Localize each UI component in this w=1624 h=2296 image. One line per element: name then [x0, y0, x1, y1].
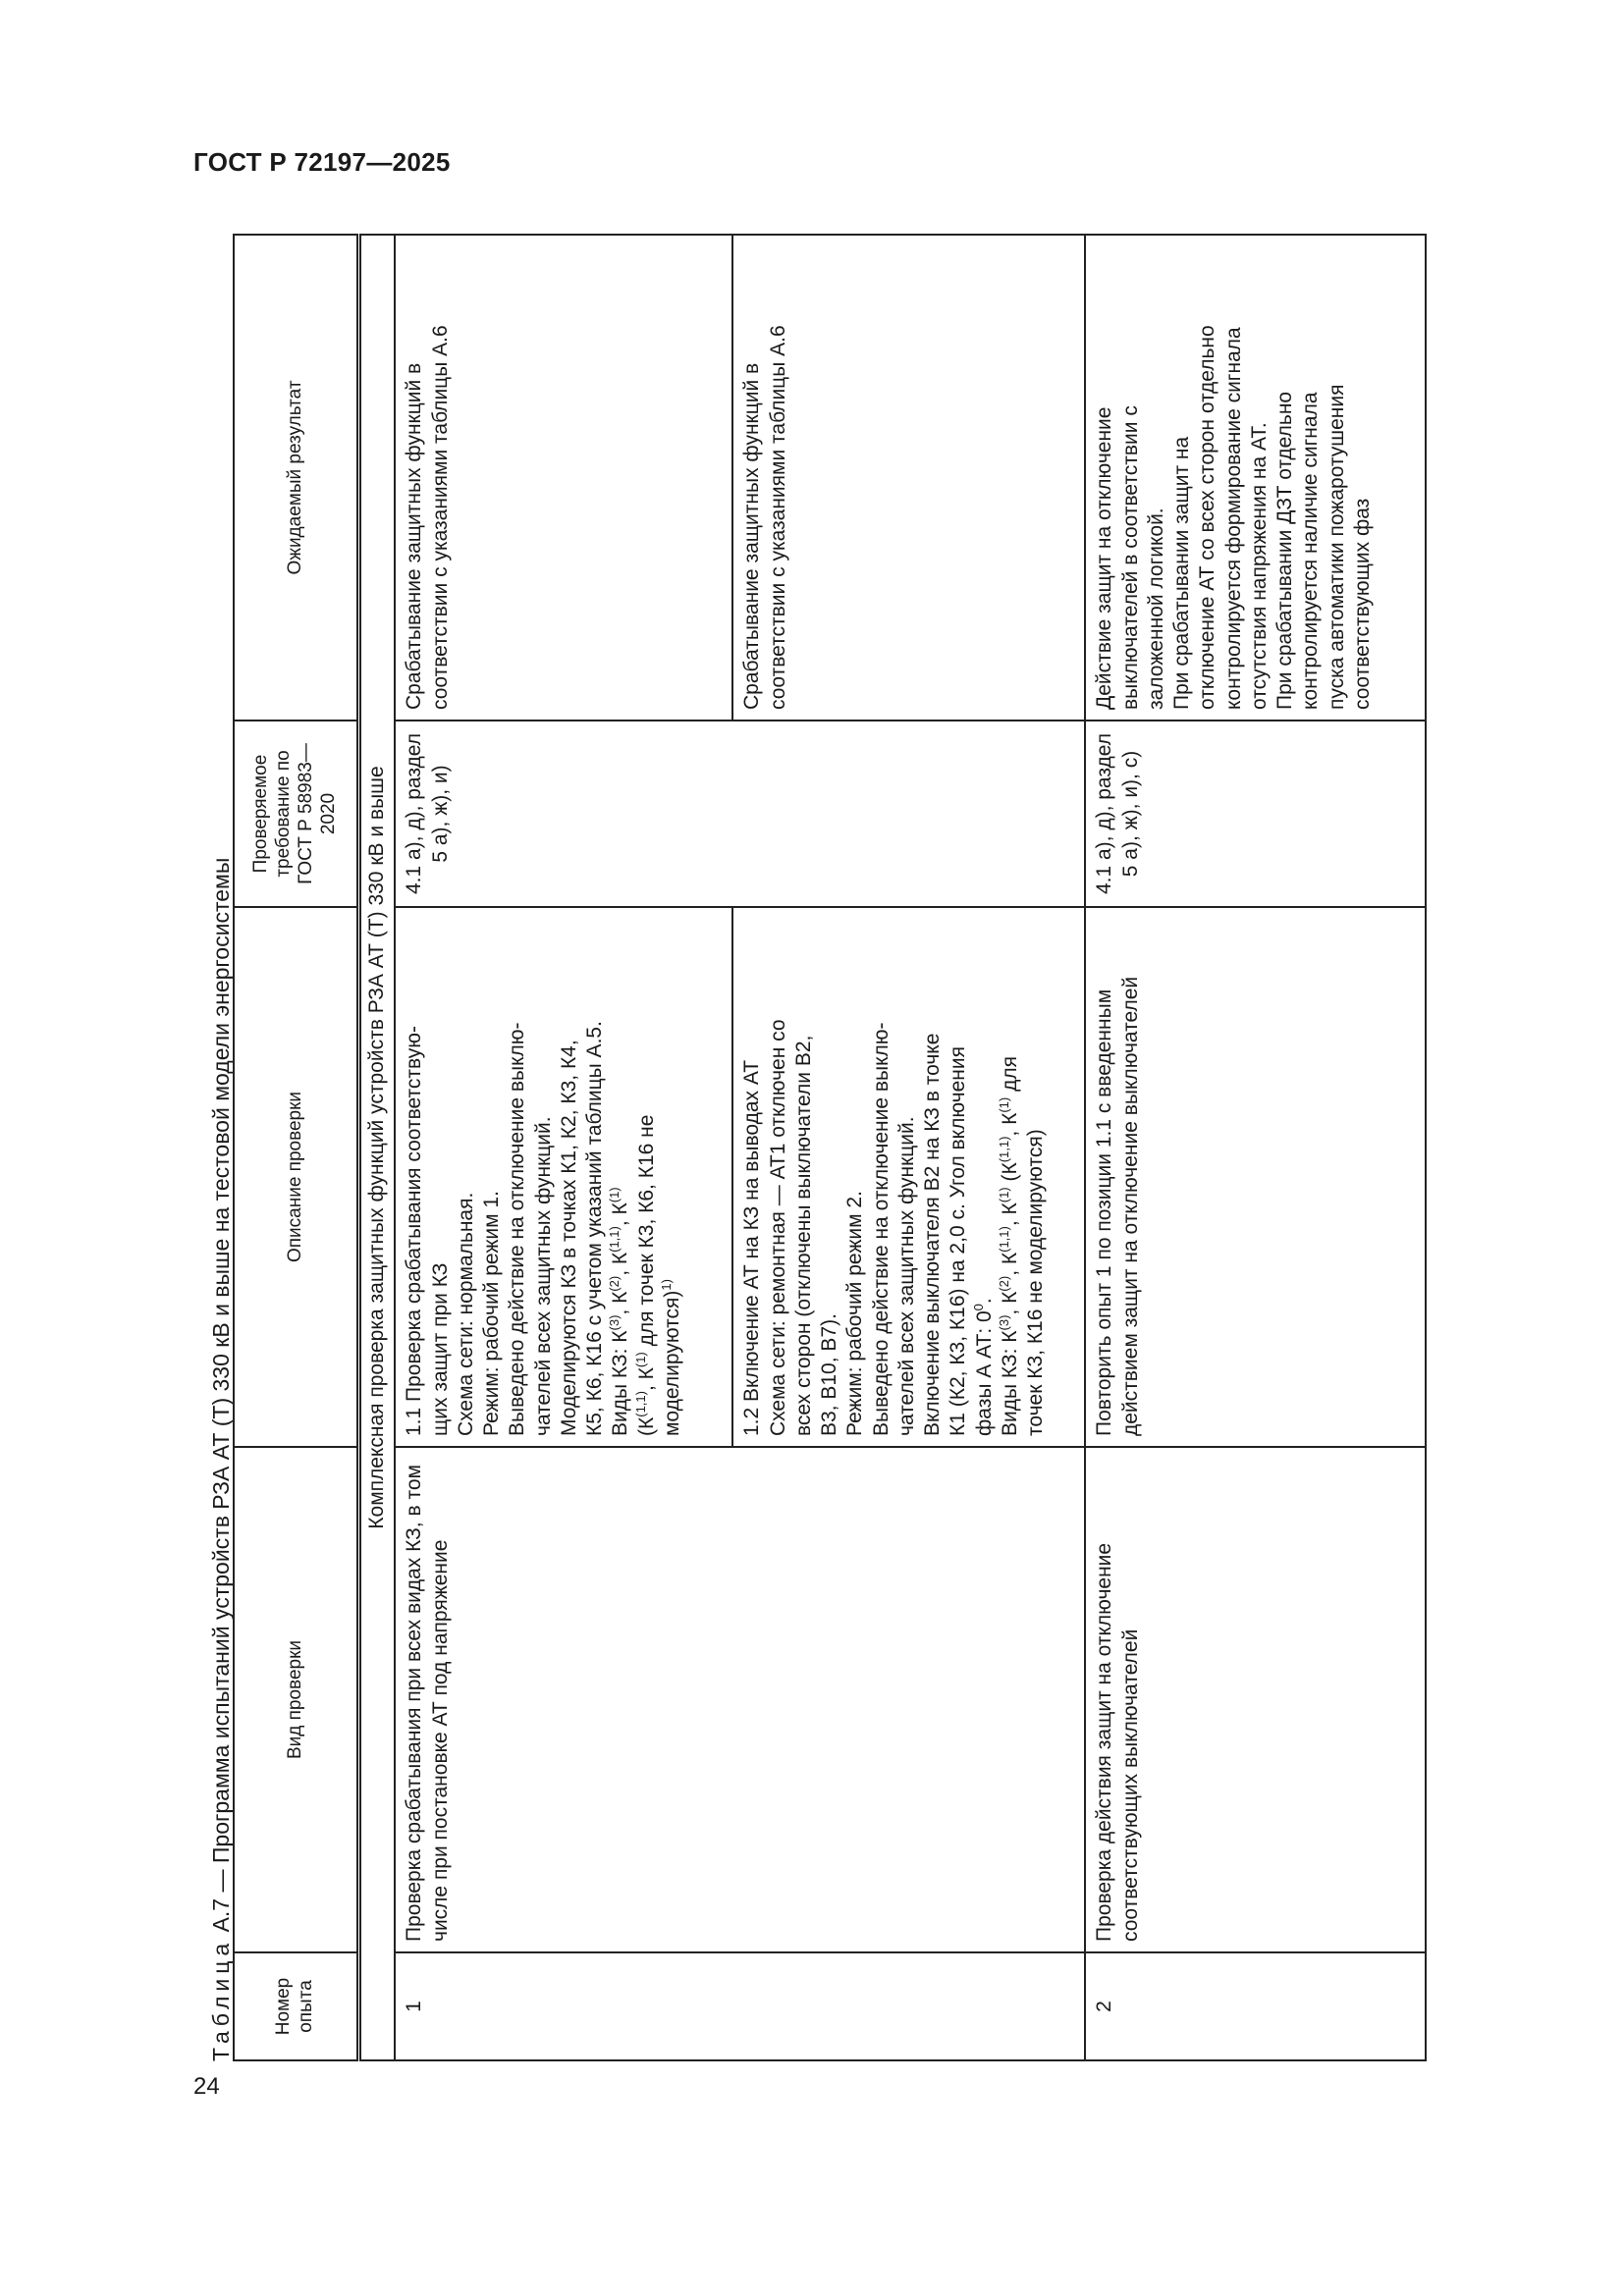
test-program-table: [233, 234, 1427, 2061]
test-type: Проверка срабатывания при всех видах КЗ, в том числе при постановке АТ под напряжение: [395, 1447, 1085, 1952]
result-line: отключение АТ со всех сторон отдельно: [1196, 325, 1219, 710]
desc-line: Выведено действие на отключение выклю-: [869, 1022, 893, 1436]
test-description-1-2: [732, 907, 1085, 1447]
desc-line: Виды КЗ: $К^{(3)}$, $К^{(2)}$, К$^{(1,1)}$, $К^{(1)}$ ($К^{(1,1)}$, $К^{(1)}$ для: [996, 1056, 1021, 1436]
test-requirement: 4.1 а), д), раздел 5 а), ж), и), с): [1085, 721, 1426, 907]
table-header-row: [234, 235, 359, 2060]
desc-line: щих защит при КЗ: [428, 1262, 452, 1436]
result-line: При срабатывании ДЗТ отдельно: [1273, 391, 1296, 710]
expected-result-1-2: Срабатывание защитных функций в соответствии с указаниями таблицы А.6: [732, 235, 1085, 721]
desc-line: ($К^{(1,1)}$, $К^{(1)}$ для точек К3, К6, К16 не: [632, 1114, 658, 1436]
desc-line: чателей всех защитных функций.: [894, 1116, 918, 1436]
desc-line: Режим: рабочий режим 1.: [480, 1191, 503, 1436]
section-row: [359, 235, 396, 2060]
test-number: 1: [395, 1952, 1085, 2060]
desc-line: Схема сети: ремонтная — АТ1 отключен со: [766, 1019, 789, 1436]
result-line: заложенной логикой.: [1144, 507, 1167, 710]
result-line: Действие защит на отключение: [1093, 406, 1116, 710]
desc-line: фазы А АТ: $0^0$.: [970, 1298, 996, 1436]
test-description: Повторить опыт 1 по позиции 1.1 с введенным действием защит на отключение выключателей: [1085, 907, 1426, 1447]
header-requirement: Проверяемое требование по ГОСТ Р 58983—2020: [234, 721, 359, 907]
desc-line: Схема сети: нормальная.: [454, 1192, 477, 1436]
result-line: соответствующих фаз: [1350, 498, 1374, 710]
desc-line: Моделируются КЗ в точках К1, К2, К3, К4,: [557, 1040, 580, 1436]
header-result: Ожидаемый результат: [234, 235, 359, 721]
result-line: пуска автоматики пожаротушения: [1325, 384, 1348, 710]
desc-line: Режим: рабочий режим 2.: [843, 1191, 867, 1436]
desc-line: чателей всех защитных функций.: [531, 1116, 555, 1436]
desc-line: 1.1 Проверка срабатывания соответствую-: [403, 1026, 426, 1436]
desc-line: всех сторон (отключены выключатели В2,: [791, 1035, 815, 1436]
rotated-table-block: [208, 236, 1445, 2061]
header-num: Номер опыта: [234, 1952, 359, 2060]
section-title: Комплексная проверка защитных функций устройств РЗА АТ (Т) 330 кВ и выше: [359, 235, 396, 2060]
desc-line: К1 (К2, К3, К16) на 2,0 с. Угол включения: [947, 1046, 970, 1436]
desc-line: моделируются)$^{1)}$: [658, 1279, 683, 1436]
result-line: контролируется формирование сигнала: [1221, 327, 1245, 710]
desc-line: В3, В10, В7).: [818, 1313, 840, 1436]
result-line: контролируется наличие сигнала: [1299, 392, 1323, 710]
header-description: Описание проверки: [234, 907, 359, 1447]
expected-result: [1085, 235, 1426, 721]
table-row: [395, 235, 732, 2060]
test-type: Проверка действия защит на отключение соответствующих выключателей: [1085, 1447, 1426, 1952]
page-number: 24: [193, 2073, 220, 2100]
document-header: ГОСТ Р 72197—2025: [193, 147, 451, 177]
desc-line: Включение выключателя В2 на КЗ в точке: [921, 1033, 944, 1436]
desc-line: 1.2 Включение АТ на КЗ на выводах АТ: [740, 1059, 764, 1436]
result-line: отсутствия напряжения на АТ.: [1247, 422, 1271, 710]
desc-line: точек К3, К16 не моделируются): [1024, 1129, 1047, 1436]
desc-line: Виды КЗ: $К^{(3)}$, $К^{(2)}$, К$^{(1,1)}$, $К^{(1)}$: [607, 1187, 632, 1436]
test-description-1-1: [395, 907, 732, 1447]
desc-line: К5, К6, К16 с учетом указаний таблицы А.5.: [583, 1021, 606, 1436]
desc-line: Выведено действие на отключение выклю-: [506, 1022, 529, 1436]
result-line: выключателей в соответствии с: [1118, 405, 1142, 710]
caption-prefix: Таблица: [208, 1938, 234, 2061]
table-row: [1085, 235, 1426, 2060]
result-line: При срабатывании защит на: [1170, 436, 1193, 710]
caption-text: А.7 — Программа испытаний устройств РЗА АТ (Т) 330 кВ и выше на тестовой модели энергосистемы: [208, 857, 234, 1939]
header-type: Вид проверки: [234, 1447, 359, 1952]
test-requirement: 4.1 а), д), раздел 5 а), ж), и): [395, 721, 1085, 907]
expected-result-1-1: Срабатывание защитных функций в соответствии с указаниями таблицы А.6: [395, 235, 732, 721]
test-number: 2: [1085, 1952, 1426, 2060]
